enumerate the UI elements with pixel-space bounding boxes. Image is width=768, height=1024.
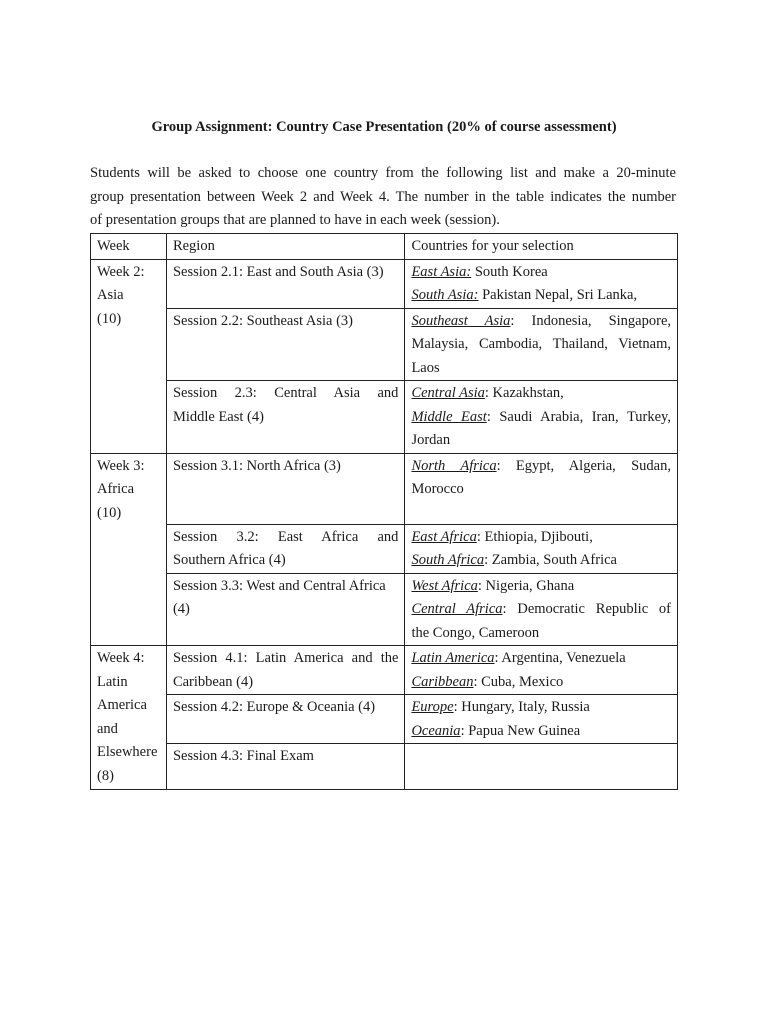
session-2-1: Session 2.1: East and South Asia (3)	[166, 259, 405, 308]
session-3-3: Session 3.3: West and Central Africa (4)	[166, 573, 405, 646]
countries-3-2: East Africa: Ethiopia, Djibouti, South Africa: Zambia, South Africa	[405, 524, 678, 573]
region-southeast-asia: Southeast Asia	[411, 312, 511, 329]
region-east-africa: East Africa	[411, 528, 477, 545]
table-header-row	[91, 234, 678, 260]
session-3-2: Session 3.2: East Africa and Southern Africa (4)	[166, 524, 405, 573]
table-row	[91, 573, 678, 646]
region-europe: Europe	[411, 699, 454, 715]
region-west-africa: West Africa	[411, 577, 478, 594]
intro-paragraph	[90, 162, 676, 233]
countries-2-2: Southeast Asia: Indonesia, Singapore, Malaysia, Cambodia, Thailand, Vietnam, Laos	[405, 308, 678, 381]
table-row	[91, 744, 678, 790]
session-4-2: Session 4.2: Europe & Oceania (4)	[166, 695, 405, 744]
session-4-1: Session 4.1: Latin America and the Caribbean (4)	[166, 646, 405, 695]
week-3-cell: Week 3: Africa (10)	[91, 453, 167, 646]
header-countries: Countries for your selection	[405, 234, 678, 260]
region-latin-america: Latin America	[411, 650, 495, 666]
country-selection-table	[90, 233, 678, 790]
session-3-1: Session 3.1: North Africa (3)	[166, 453, 405, 524]
region-south-asia: South Asia:	[411, 287, 479, 303]
intro-line: group presentation between Week 2 and Week 4. The number in the table indicates the number	[90, 188, 676, 205]
intro-line: Students will be asked to choose one country from the following list and make a 20-minute	[90, 165, 676, 181]
countries-4-2: Europe: Hungary, Italy, Russia Oceania: Papua New Guinea	[405, 695, 678, 744]
session-2-3: Session 2.3: Central Asia and Middle East (4)	[166, 381, 405, 454]
table-row	[91, 259, 678, 308]
region-middle-east: Middle East	[411, 408, 487, 425]
countries-2-3: Central Asia: Kazakhstan, Middle East: Saudi Arabia, Iran, Turkey, Jordan	[405, 381, 678, 454]
table-row	[91, 453, 678, 524]
table-row	[91, 308, 678, 381]
week-4-cell: Week 4: Latin America and Elsewhere (8)	[91, 646, 167, 790]
region-central-asia: Central Asia	[411, 385, 485, 401]
table-row	[91, 646, 678, 695]
countries-3-3: West Africa: Nigeria, Ghana Central Africa: Democratic Republic of the Congo, Cameroon	[405, 573, 678, 646]
region-east-asia: East Asia:	[411, 263, 472, 280]
region-central-africa: Central Africa	[411, 601, 503, 617]
region-caribbean: Caribbean	[411, 673, 474, 690]
table-row	[91, 695, 678, 744]
countries-4-3	[405, 744, 678, 790]
countries-3-1: North Africa: Egypt, Algeria, Sudan, Morocco	[405, 453, 678, 524]
countries-2-1: East Asia: South Korea South Asia: Pakistan Nepal, Sri Lanka,	[405, 259, 678, 308]
document-title: Group Assignment: Country Case Presentation (20% of course assessment)	[151, 119, 617, 135]
header-region: Region	[166, 234, 405, 260]
countries-4-1: Latin America: Argentina, Venezuela Caribbean: Cuba, Mexico	[405, 646, 678, 695]
intro-line: of presentation groups that are planned to have in each week (session).	[90, 212, 500, 228]
table-row	[91, 524, 678, 573]
week-2-cell: Week 2: Asia (10)	[91, 259, 167, 453]
header-week: Week	[91, 234, 167, 260]
region-north-africa: North Africa	[411, 457, 497, 474]
table-row	[91, 381, 678, 454]
session-2-2: Session 2.2: Southeast Asia (3)	[166, 308, 405, 381]
region-south-africa: South Africa	[411, 552, 485, 568]
session-4-3: Session 4.3: Final Exam	[166, 744, 405, 790]
region-oceania: Oceania	[411, 722, 461, 739]
